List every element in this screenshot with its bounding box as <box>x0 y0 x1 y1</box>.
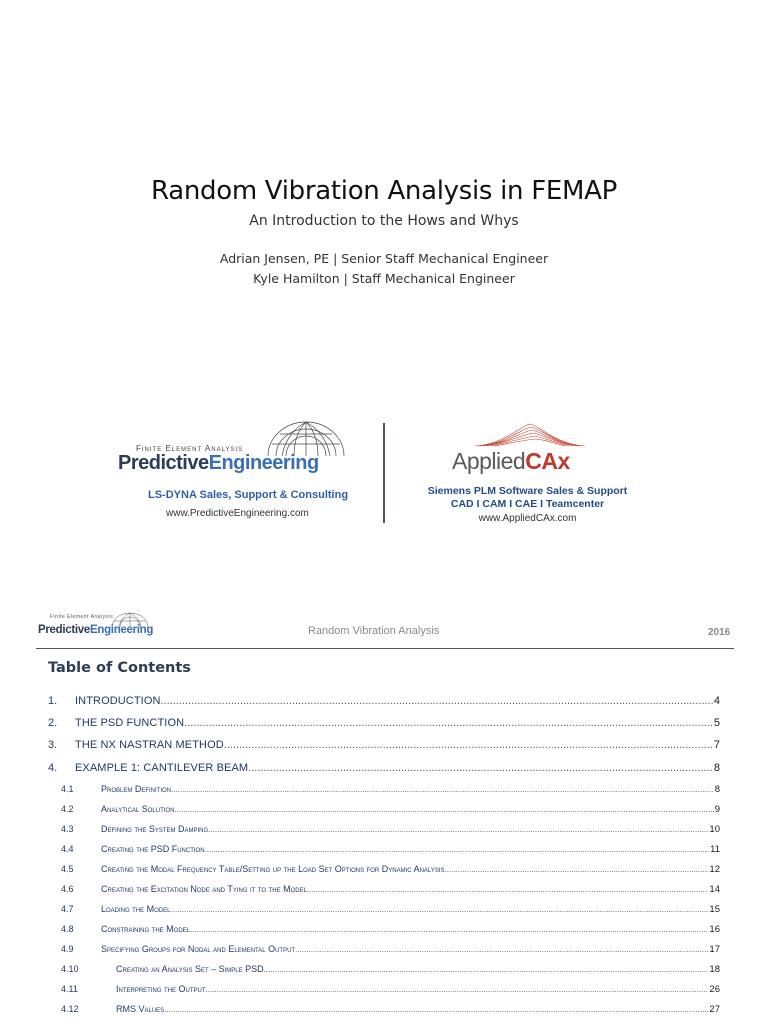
toc-entry[interactable] <box>48 824 720 835</box>
header-logo-caption: Finite Element Analysis <box>50 614 114 620</box>
author-list <box>0 249 768 289</box>
running-header-title: Random Vibration Analysis <box>308 625 440 637</box>
toc-page: 12 <box>709 864 720 875</box>
wave-icon <box>475 422 585 448</box>
toc-entry[interactable] <box>48 804 720 815</box>
toc-entry[interactable] <box>48 984 720 995</box>
toc-entry[interactable] <box>48 964 720 975</box>
toc-number: 4.12 <box>61 1004 79 1014</box>
predictive-engineering-logo <box>118 418 363 528</box>
toc-leader <box>171 905 709 914</box>
toc-leader <box>190 925 708 934</box>
logo-tagline: LS-DYNA Sales, Support & Consulting <box>148 489 349 501</box>
toc-leader <box>307 885 709 894</box>
toc-page: 18 <box>709 964 720 975</box>
toc-label: Defining the System Damping <box>101 824 209 834</box>
document-subtitle: An Introduction to the Hows and Whys <box>249 213 519 229</box>
logo-url: www.PredictiveEngineering.com <box>166 508 309 519</box>
applied-cax-logo <box>420 418 635 528</box>
toc-label: Interpreting the Output <box>116 984 206 994</box>
toc-heading: Table of Contents <box>48 660 191 676</box>
toc-leader <box>205 845 710 854</box>
toc-entry[interactable] <box>48 739 720 751</box>
toc-number: 4.11 <box>61 984 78 994</box>
header-logo <box>38 612 168 642</box>
header-rule <box>36 648 734 649</box>
toc-entry[interactable] <box>48 864 720 875</box>
toc-label: Constraining the Model <box>101 924 191 934</box>
toc-label: INTRODUCTION <box>75 695 161 707</box>
toc-label: Creating the Excitation Node and Tying it to the Model <box>101 884 307 894</box>
toc-page: 27 <box>709 1004 720 1015</box>
toc-page: 9 <box>714 804 720 815</box>
toc-page: 15 <box>709 904 720 915</box>
toc-entry[interactable] <box>48 924 720 935</box>
toc-leader <box>264 965 709 974</box>
toc-page: 8 <box>713 762 720 774</box>
toc-page: 5 <box>713 717 720 729</box>
toc-entry[interactable] <box>48 762 720 774</box>
running-header-year: 2016 <box>708 627 731 638</box>
toc-label: THE PSD FUNCTION <box>75 717 185 729</box>
toc-page: 10 <box>709 824 720 835</box>
toc-page: 4 <box>713 695 720 707</box>
toc-page: 8 <box>714 784 720 795</box>
toc-leader <box>445 865 709 874</box>
toc-number: 4.10 <box>61 964 79 974</box>
toc-entry[interactable] <box>48 884 720 895</box>
toc-leader <box>184 717 713 729</box>
toc-number: 3. <box>48 739 58 751</box>
toc-entry[interactable] <box>48 717 720 729</box>
toc-entry[interactable] <box>48 904 720 915</box>
toc-number: 4. <box>48 762 58 774</box>
toc-number: 4.8 <box>61 924 74 934</box>
toc-leader <box>174 805 713 814</box>
toc-label: EXAMPLE 1: CANTILEVER BEAM <box>75 762 249 774</box>
toc-page: 26 <box>709 984 720 995</box>
logo-tagline: Siemens PLM Software Sales & Support <box>427 485 628 497</box>
toc-number: 1. <box>48 695 58 707</box>
toc-entry[interactable] <box>48 695 720 707</box>
toc-label: Analytical Solution <box>101 804 175 814</box>
toc-number: 4.5 <box>61 864 74 874</box>
toc-page: 14 <box>709 884 720 895</box>
toc-label: Creating an Analysis Set – Simple PSD <box>116 964 264 974</box>
toc-entry[interactable] <box>48 784 720 795</box>
toc-label: RMS Values <box>116 1004 165 1014</box>
toc-leader <box>248 762 713 774</box>
toc-page: 17 <box>709 944 720 955</box>
toc-leader <box>164 1005 708 1014</box>
logo-small-caption: Finite Element Analysis <box>136 444 244 453</box>
toc-leader <box>171 785 714 794</box>
toc-label: Specifying Groups for Nodal and Elemental Output <box>101 944 296 954</box>
document-title: Random Vibration Analysis in FEMAP <box>151 176 617 206</box>
toc-number: 2. <box>48 717 58 729</box>
logo-url: www.AppliedCAx.com <box>478 513 577 524</box>
author-line: Kyle Hamilton | Staff Mechanical Engineer <box>253 271 515 286</box>
toc-page: 7 <box>713 739 720 751</box>
toc-entry[interactable] <box>48 1004 720 1015</box>
toc-label: THE NX NASTRAN METHOD <box>75 739 224 751</box>
toc-number: 4.7 <box>61 904 74 914</box>
header-logo-wordmark: PredictiveEngineering <box>38 624 154 636</box>
toc-number: 4.6 <box>61 884 74 894</box>
logo-tagline: CAD I CAM I CAE I Teamcenter <box>450 498 605 510</box>
toc-number: 4.3 <box>61 824 74 834</box>
toc-number: 4.9 <box>61 944 74 954</box>
logo-divider <box>383 423 385 523</box>
cover-title-block <box>0 176 768 289</box>
toc-leader <box>161 695 713 707</box>
toc-entry[interactable] <box>48 844 720 855</box>
toc-label: Loading the Model <box>101 904 171 914</box>
toc-entry[interactable] <box>48 944 720 955</box>
logo-wordmark: AppliedCAx <box>452 448 570 474</box>
toc-page: 16 <box>709 924 720 935</box>
toc-number: 4.2 <box>61 804 74 814</box>
author-line: Adrian Jensen, PE | Senior Staff Mechanical Engineer <box>219 251 549 266</box>
toc-number: 4.1 <box>61 784 74 794</box>
toc-label: Problem Definition <box>101 784 172 794</box>
toc-number: 4.4 <box>61 844 74 854</box>
toc-leader <box>295 945 708 954</box>
toc-leader <box>206 985 709 994</box>
toc-leader <box>224 739 713 751</box>
toc-page: 11 <box>710 844 720 855</box>
logo-wordmark: PredictiveEngineering <box>118 452 319 474</box>
toc-label: Creating the PSD Function <box>101 844 205 854</box>
toc-leader <box>208 825 708 834</box>
toc-label: Creating the Modal Frequency Table/Setting up the Load Set Options for Dynamic Analysis <box>101 864 445 874</box>
